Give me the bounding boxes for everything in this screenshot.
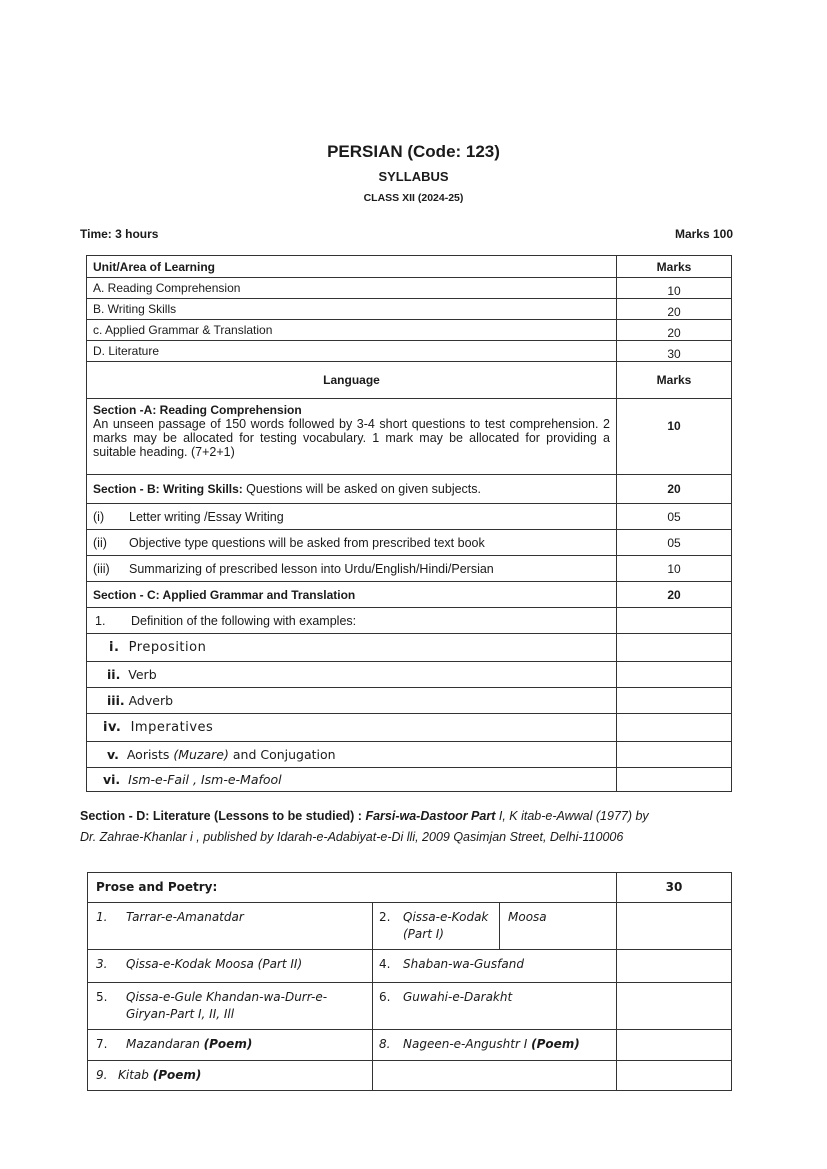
section-d-rest1: I, K itab-e-Awwal (1977) by xyxy=(495,809,649,823)
empty-marks xyxy=(617,662,732,688)
section-b-marks: 20 xyxy=(617,475,732,504)
lesson-number: 8. xyxy=(379,1037,391,1051)
item-text: Verb xyxy=(128,667,157,682)
time-label: Time: 3 hours xyxy=(80,227,159,241)
item-text: Aorists xyxy=(126,747,170,762)
section-d-title: Section - D: Literature (Lessons to be studied) : xyxy=(80,809,362,823)
lesson-cell-moosa: Moosa xyxy=(500,903,617,950)
lesson-cell xyxy=(373,1030,617,1061)
item-text: Letter writing /Essay Writing xyxy=(129,509,284,524)
unit-row: B. Writing Skills xyxy=(87,299,617,320)
language-head: Language xyxy=(87,362,617,399)
grammar-item xyxy=(87,714,617,742)
section-b-text: Questions will be asked on given subjects. xyxy=(246,482,481,496)
lesson-title: Tarrar-e-Amanatdar xyxy=(126,910,244,924)
unit-marks: 20 xyxy=(617,320,732,341)
empty-marks xyxy=(617,1030,732,1061)
grammar-item xyxy=(87,768,617,792)
lesson-number: 1. xyxy=(96,910,108,924)
empty-marks xyxy=(617,1061,732,1091)
item-number: ii. xyxy=(107,667,121,682)
grammar-item xyxy=(87,662,617,688)
lesson-title: Mazandaran xyxy=(126,1037,200,1051)
lesson-title: Guwahi-e-Darakht xyxy=(403,990,513,1004)
unit-row: A. Reading Comprehension xyxy=(87,278,617,299)
syllabus-table xyxy=(86,255,732,792)
unit-row: D. Literature xyxy=(87,341,617,362)
section-c-intro xyxy=(87,608,617,634)
lesson-cell xyxy=(88,1061,373,1091)
head-marks: Marks xyxy=(617,256,732,278)
section-a-marks: 10 xyxy=(617,399,732,475)
grammar-item xyxy=(87,634,617,662)
poem-tag: (Poem) xyxy=(152,1068,202,1082)
section-d-rest2: Dr. Zahrae-Khanlar i , published by Idarah-e-Adabiyat-e-Di lli, 2009 Qasimjan Street, Delhi-110006 xyxy=(80,830,624,844)
item-marks: 05 xyxy=(617,504,732,530)
section-d-paragraph xyxy=(80,806,740,848)
lesson-number: 6. xyxy=(379,990,391,1004)
item-number: (i) xyxy=(93,509,105,524)
empty-cell xyxy=(373,1061,617,1091)
lesson-title-part: Giryan-Part I, II, Ill xyxy=(126,1007,235,1021)
empty-marks xyxy=(617,742,732,768)
lesson-cell xyxy=(373,983,617,1030)
lesson-title: Qissa-e-Gule Khandan-wa-Durr-e- xyxy=(126,990,328,1004)
lesson-title: Qissa-e-Kodak xyxy=(403,910,489,924)
lesson-number: 9. xyxy=(96,1068,108,1082)
lesson-title: Kitab xyxy=(118,1068,149,1082)
item-number: (iii) xyxy=(93,561,110,576)
literature-marks: 30 xyxy=(617,873,732,903)
unit-marks: 10 xyxy=(617,278,732,299)
item-text: and Conjugation xyxy=(232,747,336,762)
item-number: v. xyxy=(107,747,119,762)
lesson-cell xyxy=(88,983,373,1030)
section-c-marks: 20 xyxy=(617,582,732,608)
grammar-item xyxy=(87,688,617,714)
lesson-title-part: (Part I) xyxy=(403,927,444,941)
lesson-number: 7. xyxy=(96,1037,108,1051)
literature-table xyxy=(87,872,732,1091)
item-text: Definition of the following with examples: xyxy=(131,613,357,628)
item-text: Imperatives xyxy=(130,720,214,735)
empty-marks xyxy=(617,608,732,634)
lesson-title: Shaban-wa-Gusfand xyxy=(403,957,524,971)
section-b-title: Section - B: Writing Skills: xyxy=(93,482,243,496)
class-line: CLASS XII (2024-25) xyxy=(363,192,464,204)
lesson-number: 5. xyxy=(96,990,108,1004)
item-text: Preposition xyxy=(128,640,207,655)
item-number: iii. xyxy=(107,693,125,708)
head-unit: Unit/Area of Learning xyxy=(87,256,617,278)
section-a-body: An unseen passage of 150 words followed by 3-4 short questions to test comprehension. 2 marks may be allocated for testing vocabulary. 1 mark may be allocated for providing a suitable heading. (7+2+1) xyxy=(93,417,610,459)
empty-marks xyxy=(617,768,732,792)
empty-marks xyxy=(617,950,732,983)
item-text-italic: (Muzare) xyxy=(173,747,229,762)
total-marks: Marks 100 xyxy=(674,227,733,241)
lesson-number: 3. xyxy=(96,957,108,971)
poem-tag: (Poem) xyxy=(531,1037,580,1051)
empty-marks xyxy=(617,688,732,714)
empty-marks xyxy=(617,903,732,950)
lesson-title: Nageen-e-Angushtr I xyxy=(403,1037,528,1051)
lesson-cell xyxy=(88,1030,373,1061)
lesson-cell xyxy=(88,950,373,983)
section-b-cell xyxy=(87,475,617,504)
section-d-book: Farsi-wa-Dastoor Part xyxy=(365,809,496,823)
lesson-number: 4. xyxy=(379,957,391,971)
item-number: i. xyxy=(109,640,120,655)
item-text: Objective type questions will be asked from prescribed text book xyxy=(129,535,485,550)
item-text: Ism-e-Fail , Ism-e-Mafool xyxy=(128,772,282,787)
lesson-cell xyxy=(373,950,617,983)
lesson-number: 2. xyxy=(379,910,391,924)
item-marks: 10 xyxy=(617,556,732,582)
item-text: Summarizing of prescribed lesson into Urdu/English/Hindi/Persian xyxy=(129,561,494,576)
section-b-item xyxy=(87,530,617,556)
item-marks: 05 xyxy=(617,530,732,556)
unit-marks: 20 xyxy=(617,299,732,320)
unit-row: c. Applied Grammar & Translation xyxy=(87,320,617,341)
item-number: vi. xyxy=(103,772,121,787)
empty-marks xyxy=(617,634,732,662)
page-subtitle: SYLLABUS xyxy=(378,169,449,184)
empty-marks xyxy=(617,983,732,1030)
lesson-cell xyxy=(88,903,373,950)
section-a-cell xyxy=(87,399,617,475)
item-number: 1. xyxy=(95,613,106,628)
item-number: iv. xyxy=(103,720,122,735)
grammar-item xyxy=(87,742,617,768)
poem-tag: (Poem) xyxy=(203,1037,253,1051)
empty-marks xyxy=(617,714,732,742)
lesson-title: Qissa-e-Kodak Moosa (Part II) xyxy=(126,957,303,971)
section-b-item xyxy=(87,504,617,530)
literature-head: Prose and Poetry: xyxy=(88,873,617,903)
lesson-cell xyxy=(373,903,500,950)
unit-marks: 30 xyxy=(617,341,732,362)
language-marks-head: Marks xyxy=(617,362,732,399)
section-b-item xyxy=(87,556,617,582)
page-title: PERSIAN (Code: 123) xyxy=(327,142,500,161)
section-a-title: Section -A: Reading Comprehension xyxy=(93,403,302,417)
item-number: (ii) xyxy=(93,535,107,550)
item-text: Adverb xyxy=(128,693,174,708)
section-c-title: Section - C: Applied Grammar and Translation xyxy=(87,582,617,608)
